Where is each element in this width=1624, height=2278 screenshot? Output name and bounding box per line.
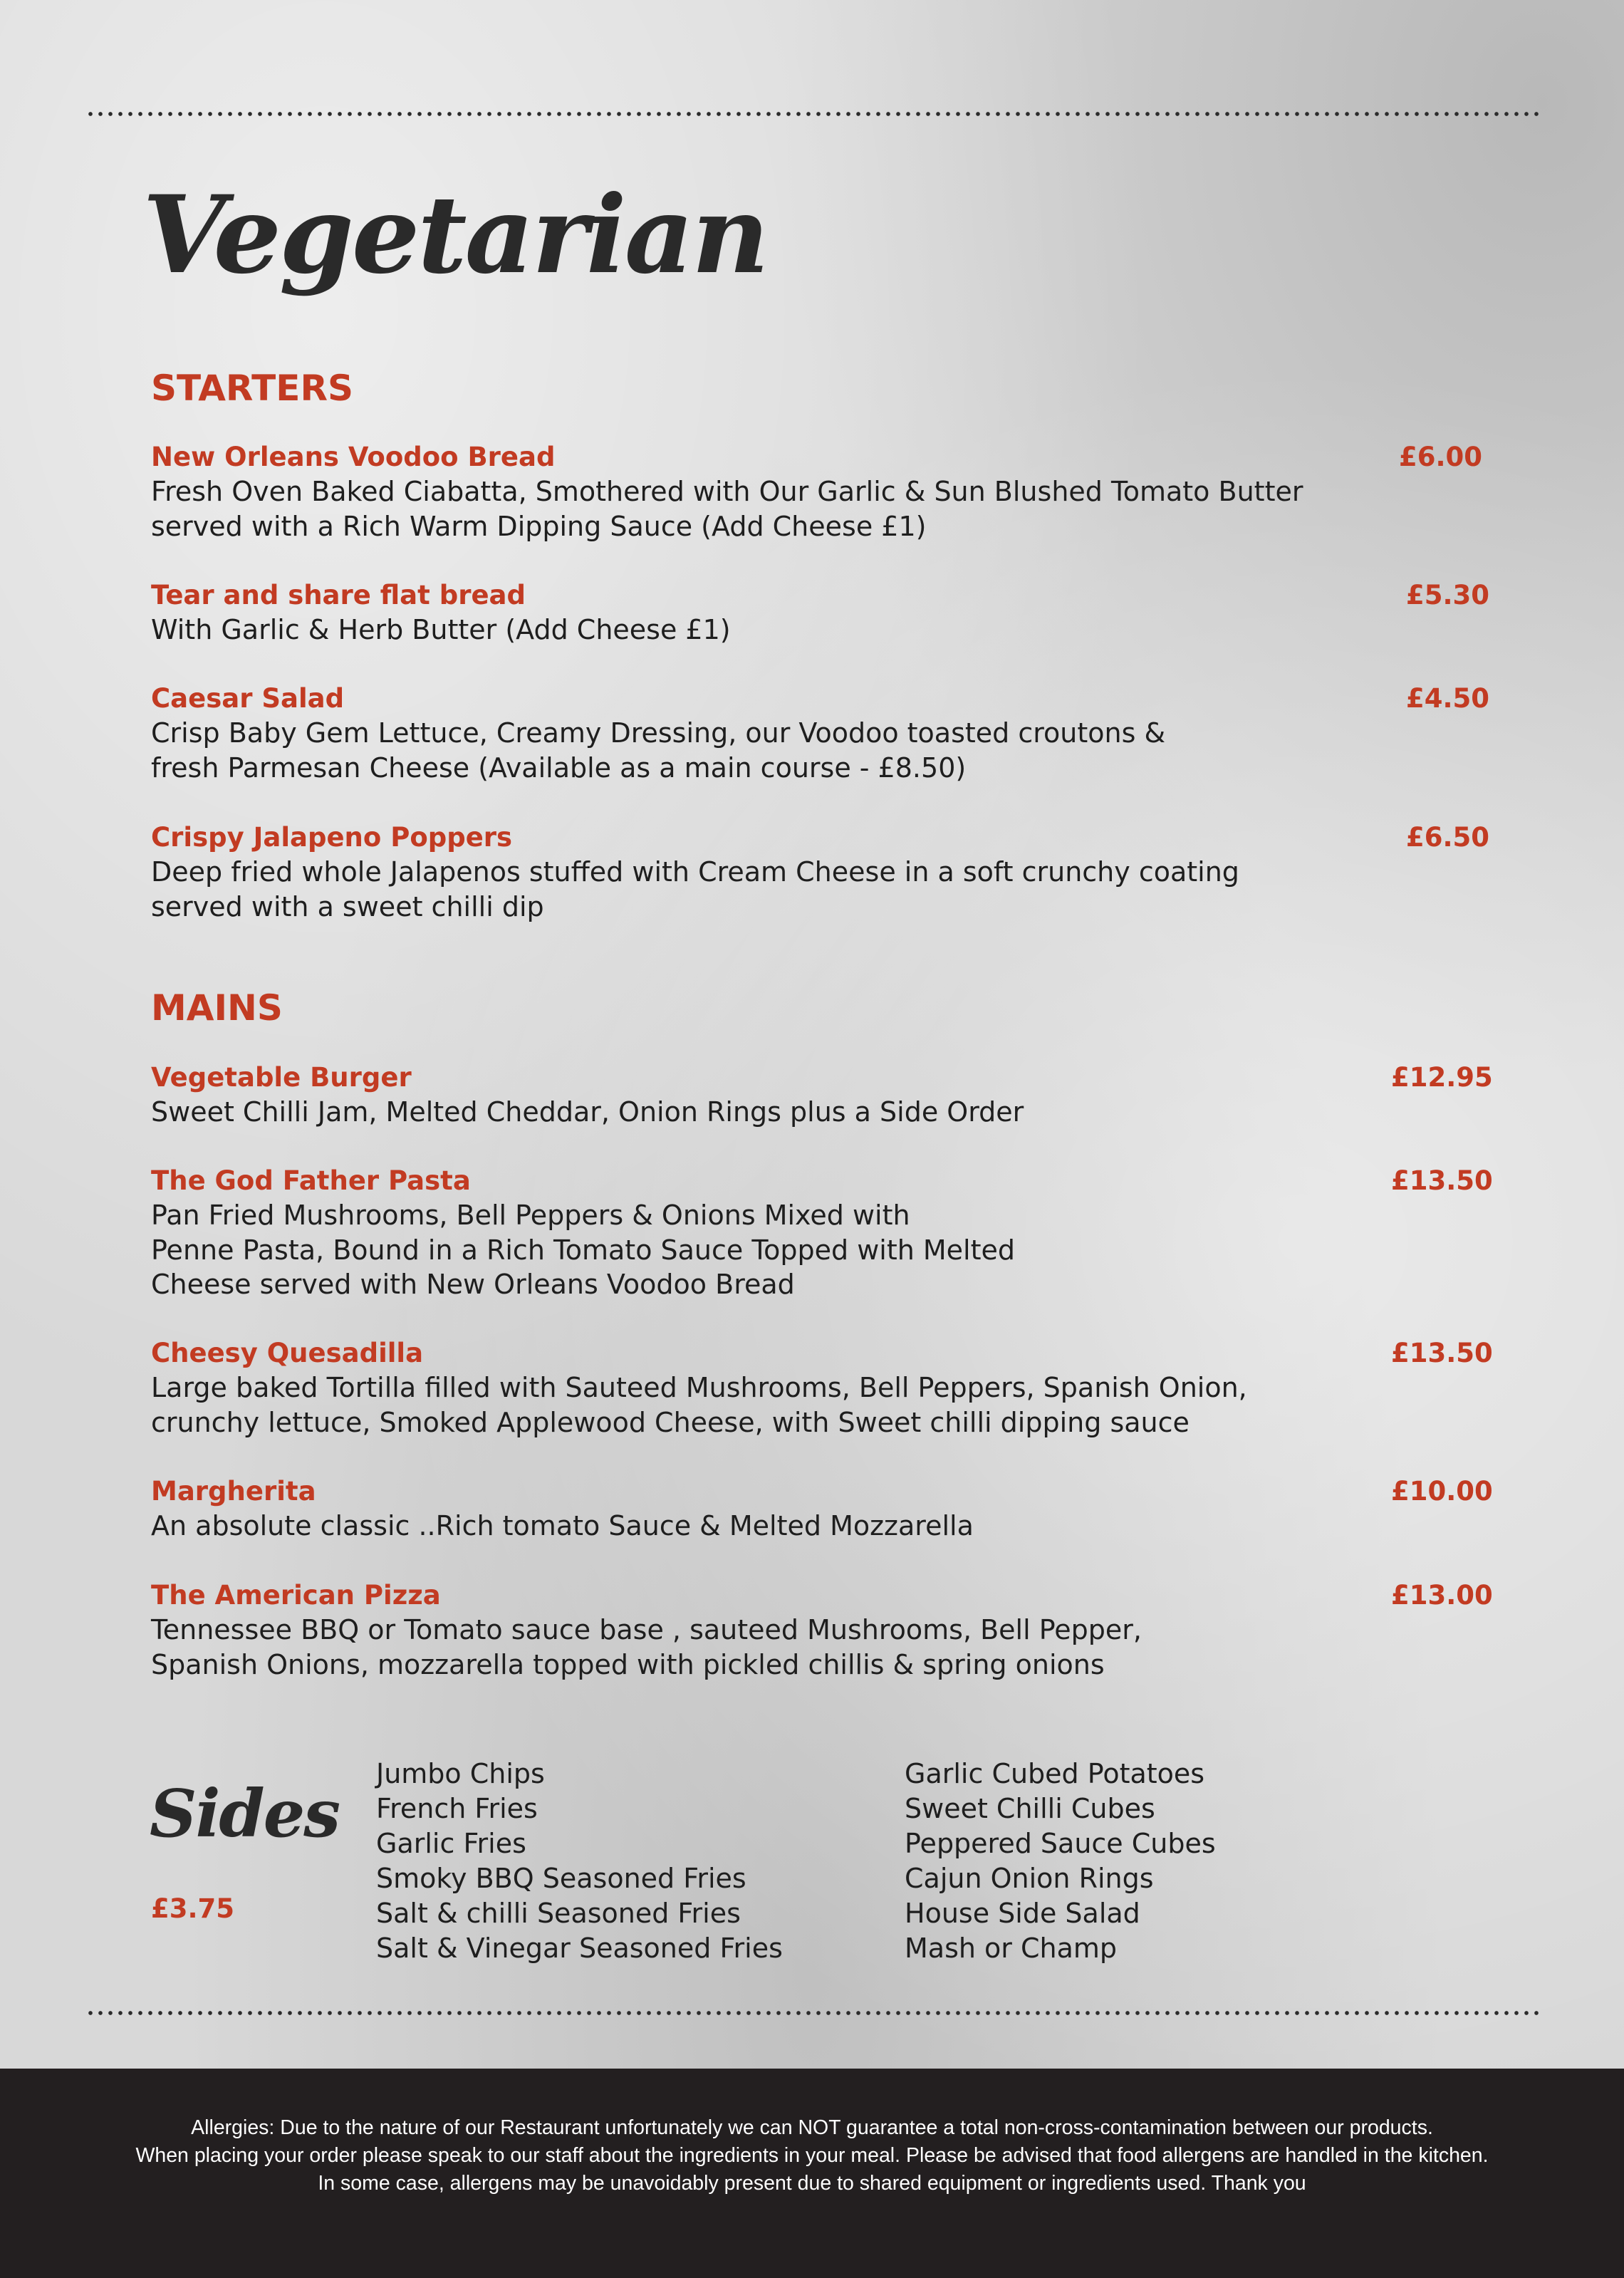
item-price: £5.30 xyxy=(1406,580,1490,610)
item-price: £13.00 xyxy=(1391,1580,1493,1611)
item-price: £4.50 xyxy=(1406,683,1490,714)
item-name: The American Pizza xyxy=(151,1580,441,1611)
menu-item xyxy=(151,440,1490,544)
sides-list-right xyxy=(905,1757,1216,1966)
menu-item xyxy=(151,1579,1493,1682)
side-item: Sweet Chilli Cubes xyxy=(905,1793,1155,1824)
side-item: Smoky BBQ Seasoned Fries xyxy=(376,1863,746,1894)
item-price: £6.50 xyxy=(1406,822,1490,853)
menu-item xyxy=(151,1336,1493,1440)
item-name: Vegetable Burger xyxy=(151,1062,412,1093)
item-description: With Garlic & Herb Butter (Add Cheese £1) xyxy=(151,614,731,645)
side-item: French Fries xyxy=(376,1793,538,1824)
item-price: £6.00 xyxy=(1399,442,1483,472)
menu-item xyxy=(151,578,1490,647)
item-name: Crispy Jalapeno Poppers xyxy=(151,822,513,853)
item-description: An absolute classic ..Rich tomato Sauce & Melted Mozzarella xyxy=(151,1510,974,1541)
item-description: Fresh Oven Baked Ciabatta, Smothered with Our Garlic & Sun Blushed Tomato Butter served with a Rich Warm Dipping Sauce (Add Cheese £1) xyxy=(151,476,1303,542)
allergy-notice-line: When placing your order please speak to our staff about the ingredients in your meal. Please be advised that food allergens are handled in the kitchen. xyxy=(135,2144,1489,2167)
menu-item xyxy=(151,1061,1493,1130)
allergy-notice xyxy=(0,2114,1624,2198)
side-item: Mash or Champ xyxy=(905,1933,1118,1964)
menu-item xyxy=(151,1164,1493,1302)
item-price: £12.95 xyxy=(1391,1062,1493,1093)
item-description: Deep fried whole Jalapenos stuffed with Cream Cheese in a soft crunchy coating served with a sweet chilli dip xyxy=(151,856,1239,922)
item-description: Tennessee BBQ or Tomato sauce base , sauteed Mushrooms, Bell Pepper, Spanish Onions, mozzarella topped with pickled chillis & spring onions xyxy=(151,1614,1142,1680)
bottom-dotted-divider xyxy=(85,2010,1539,2016)
side-item: Garlic Cubed Potatoes xyxy=(905,1758,1205,1789)
item-description: Large baked Tortilla filled with Sauteed Mushrooms, Bell Peppers, Spanish Onion, crunchy lettuce, Smoked Applewood Cheese, with Sweet chilli dipping sauce xyxy=(151,1372,1247,1438)
item-name: New Orleans Voodoo Bread xyxy=(151,442,556,472)
side-item: Cajun Onion Rings xyxy=(905,1863,1154,1894)
item-price: £13.50 xyxy=(1391,1338,1493,1368)
side-item: Salt & Vinegar Seasoned Fries xyxy=(376,1933,783,1964)
side-item: Garlic Fries xyxy=(376,1828,526,1859)
side-item: House Side Salad xyxy=(905,1898,1140,1929)
item-description: Pan Fried Mushrooms, Bell Peppers & Onions Mixed with Penne Pasta, Bound in a Rich Tomato Sauce Topped with Melted Cheese served with New Orleans Voodoo Bread xyxy=(151,1200,1016,1300)
top-dotted-divider xyxy=(85,111,1539,117)
sides-price: £3.75 xyxy=(151,1893,235,1924)
item-name: Cheesy Quesadilla xyxy=(151,1338,424,1368)
item-name: The God Father Pasta xyxy=(151,1165,471,1196)
section-heading-starters: STARTERS xyxy=(151,368,353,409)
sides-title: Sides xyxy=(150,1775,340,1852)
item-description: Sweet Chilli Jam, Melted Cheddar, Onion Rings plus a Side Order xyxy=(151,1096,1024,1128)
item-name: Tear and share flat bread xyxy=(151,580,526,610)
menu-item xyxy=(151,682,1490,785)
item-name: Margherita xyxy=(151,1476,316,1507)
allergy-notice-line: Allergies: Due to the nature of our Restaurant unfortunately we can NOT guarantee a total non-cross-contamination between our products. xyxy=(191,2116,1433,2139)
sides-list-left xyxy=(376,1757,783,1966)
allergy-notice-line: In some case, allergens may be unavoidably present due to shared equipment or ingredients used. Thank you xyxy=(318,2172,1306,2195)
side-item: Jumbo Chips xyxy=(376,1758,545,1789)
section-heading-mains: MAINS xyxy=(151,987,283,1029)
menu-item xyxy=(151,1475,1493,1544)
menu-item xyxy=(151,821,1490,924)
item-price: £13.50 xyxy=(1391,1165,1493,1196)
page-title: Vegetarian xyxy=(142,172,768,298)
item-name: Caesar Salad xyxy=(151,683,345,714)
item-description: Crisp Baby Gem Lettuce, Creamy Dressing, our Voodoo toasted croutons & fresh Parmesan Cheese (Available as a main course - £8.50) xyxy=(151,717,1166,784)
side-item: Salt & chilli Seasoned Fries xyxy=(376,1898,741,1929)
item-price: £10.00 xyxy=(1391,1476,1493,1507)
side-item: Peppered Sauce Cubes xyxy=(905,1828,1216,1859)
